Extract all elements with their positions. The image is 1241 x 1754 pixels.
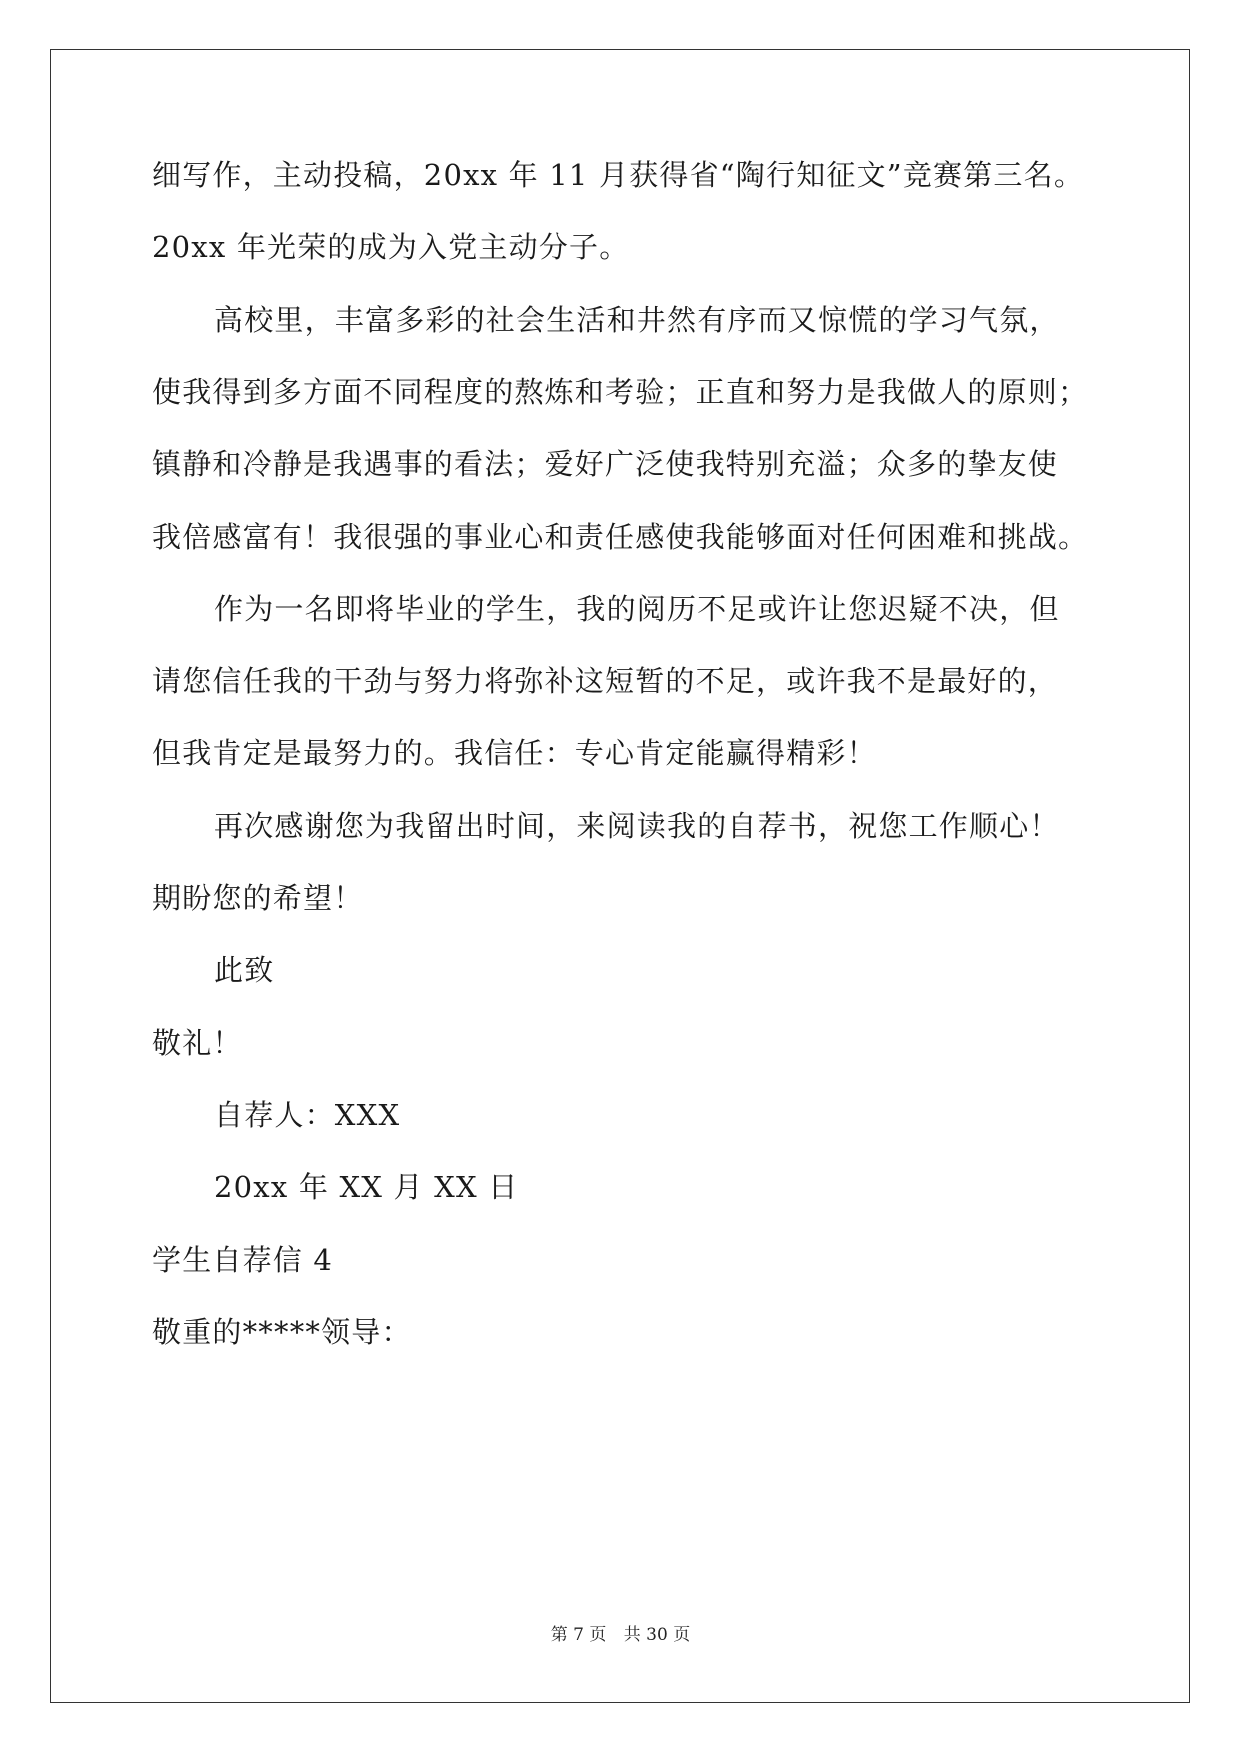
- body-line-10: 再次感谢您为我留出时间，来阅读我的自荐书，祝您工作顺心！: [214, 809, 1060, 843]
- body-line-3: 高校里，丰富多彩的社会生活和井然有序而又惊慌的学习气氛，: [214, 303, 1060, 337]
- body-line-11: 期盼您的希望！: [152, 881, 364, 915]
- body-line-8: 请您信任我的干劲与努力将弥补这短暂的不足，或许我不是最好的，: [152, 664, 1059, 698]
- page-current: 第 7 页: [550, 1625, 607, 1645]
- body-line-7: 作为一名即将毕业的学生，我的阅历不足或许让您迟疑不决，但: [214, 592, 1060, 626]
- page-footer: [0, 1624, 1241, 1646]
- date-line: 20xx 年 XX 月 XX 日: [214, 1170, 519, 1204]
- body-line-5: 镇静和冷静是我遇事的看法；爱好广泛使我特别充溢；众多的挚友使: [152, 447, 1059, 481]
- body-line-9: 但我肯定是最努力的。我信任：专心肯定能赢得精彩！: [152, 736, 877, 770]
- body-line-4: 使我得到多方面不同程度的熬炼和考验；正直和努力是我做人的原则；: [152, 375, 1089, 409]
- greeting-line: 敬重的*****领导：: [152, 1315, 412, 1349]
- body-line-2: 20xx 年光荣的成为入党主动分子。: [152, 230, 630, 264]
- page-total: 共 30 页: [623, 1625, 691, 1645]
- closing-salutation: 此致: [214, 953, 275, 987]
- section-heading: 学生自荐信 4: [152, 1243, 334, 1277]
- signature-line: 自荐人：XXX: [214, 1098, 401, 1132]
- body-line-6: 我倍感富有！我很强的事业心和责任感使我能够面对任何困难和挑战。: [152, 520, 1089, 554]
- body-line-1: 细写作，主动投稿，20xx 年 11 月获得省“陶行知征文”竞赛第三名。: [152, 158, 1085, 192]
- closing-respect: 敬礼！: [152, 1026, 243, 1060]
- page-border: [50, 49, 1190, 1703]
